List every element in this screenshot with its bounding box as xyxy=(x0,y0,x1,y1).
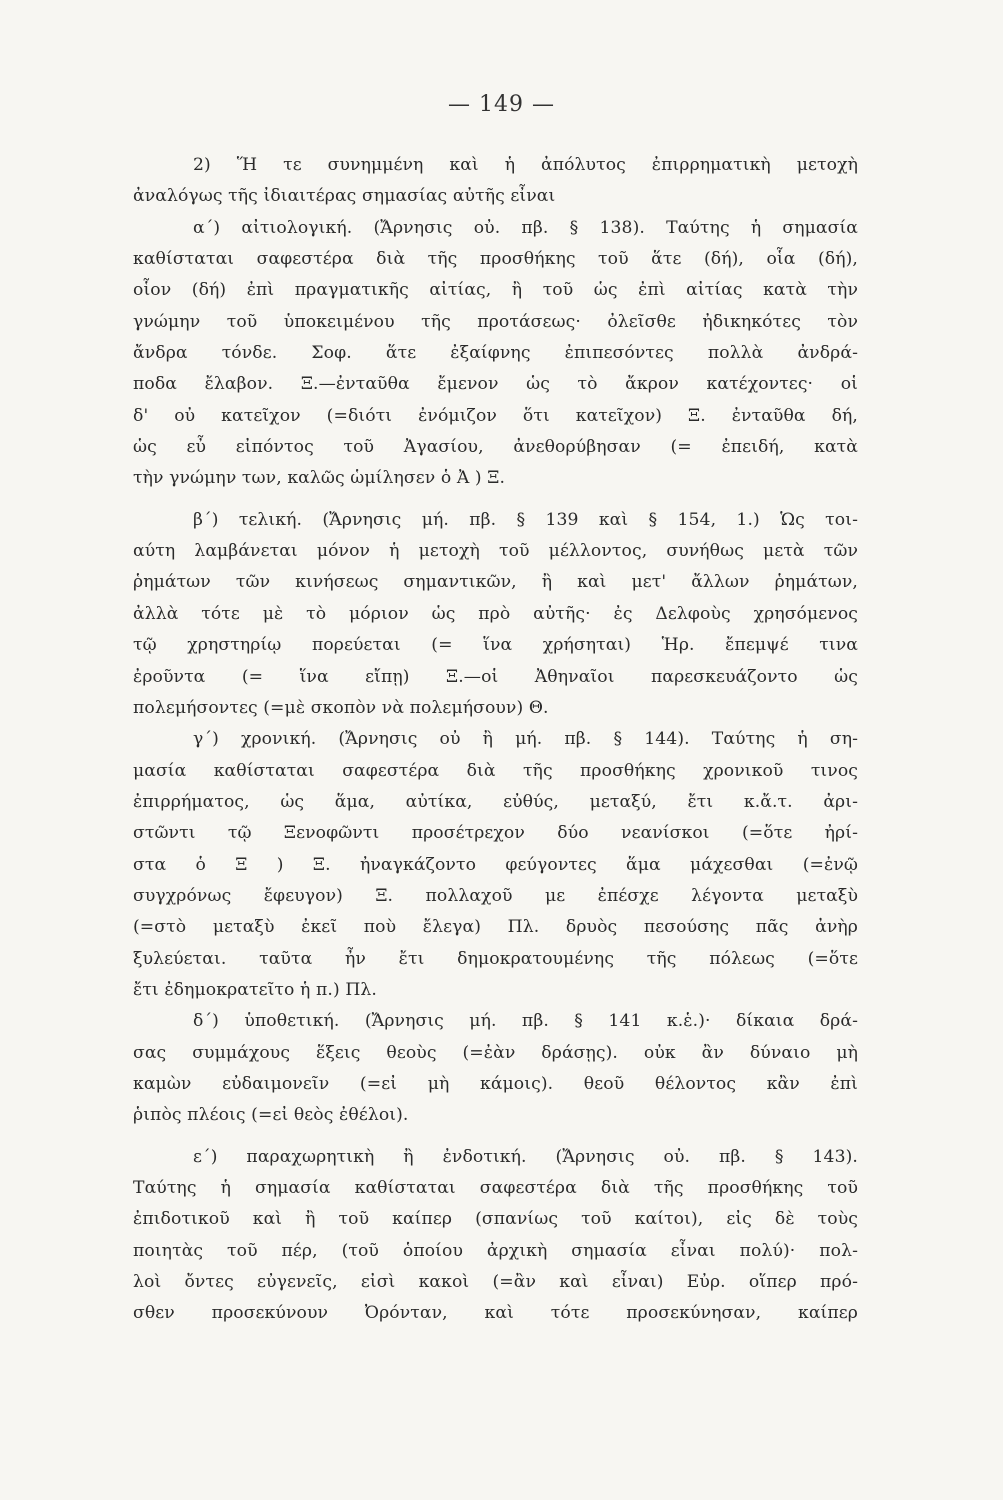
text-line: τῷ χρηστηρίῳ πορεύεται (= ἵνα χρήσηται) Ἡρ. ἔπεμψέ τινα xyxy=(133,635,858,656)
text-line: πολεμήσοντες (=μὲ σκοπὸν νὰ πολεμήσουν) Θ. xyxy=(133,697,549,718)
text-line: ῥιπὸς πλέοις (=εἰ θεὸς ἐθέλοι). xyxy=(133,1105,409,1126)
text-line: λοὶ ὄντες εὐγενεῖς, εἰσὶ κακοὶ (=ἂν καὶ εἶναι) Εὐρ. οἵπερ πρό- xyxy=(133,1272,858,1293)
body-text xyxy=(133,150,858,1330)
text-line: 2) Ἥ τε συνημμένη καὶ ἡ ἀπόλυτος ἐπιρρηματικὴ μετοχὴ xyxy=(193,155,858,175)
text-line: (=στὸ μεταξὺ ἐκεῖ ποὺ ἔλεγα) Πλ. δρυὸς πεσούσης πᾶς ἀνὴρ xyxy=(133,917,858,938)
text-line: ποδα ἔλαβον. Ξ.—ἐνταῦθα ἔμενον ὡς τὸ ἄκρον κατέχοντες· οἱ xyxy=(133,374,858,395)
text-line: αύτη λαμβάνεται μόνον ἡ μετοχὴ τοῦ μέλλοντος, συνήθως μετὰ τῶν xyxy=(133,541,858,562)
text-line: καθίσταται σαφεστέρα διὰ τῆς προσθήκης τοῦ ἅτε (δή), οἷα (δή), xyxy=(133,249,858,270)
text-line: ῥημάτων τῶν κινήσεως σημαντικῶν, ἢ καὶ μετ' ἄλλων ῥημάτων, xyxy=(133,572,858,593)
text-line: Ταύτης ἡ σημασία καθίσταται σαφεστέρα διὰ τῆς προσθήκης τοῦ xyxy=(133,1178,858,1198)
text-line: γνώμην τοῦ ὑποκειμένου τῆς προτάσεως· ὀλεῖσθε ἠδικηκότες τὸν xyxy=(133,311,858,332)
text-line: σας συμμάχους ἕξεις θεοὺς (=ἐὰν δράσῃς). οὐκ ἂν δύναιο μὴ xyxy=(133,1042,858,1063)
text-line: β΄) τελική. (Ἄρνησις μή. πβ. § 139 καὶ § 154, 1.) Ὡς τοι- xyxy=(193,509,858,530)
text-line: ε΄) παραχωρητικὴ ἢ ἐνδοτική. (Ἄρνησις οὐ. πβ. § 143). xyxy=(193,1146,858,1167)
text-line: καμὼν εὐδαιμονεῖν (=εἰ μὴ κάμοις). θεοῦ θέλοντος κἂν ἐπὶ xyxy=(133,1073,858,1094)
text-line: σθεν προσεκύνουν Ὀρόνταν, καὶ τότε προσεκύνησαν, καίπερ xyxy=(133,1303,858,1324)
text-line: ἀναλόγως τῆς ἰδιαιτέρας σημασίας αὐτῆς εἶναι xyxy=(133,186,556,207)
text-line: στα ὁ Ξ ) Ξ. ἠναγκάζοντο φεύγοντες ἅμα μάχεσθαι (=ἐνῷ xyxy=(133,854,858,875)
text-line: οἷον (δή) ἐπὶ πραγματικῆς αἰτίας, ἢ τοῦ ὡς ἐπὶ αἰτίας κατὰ τὴν xyxy=(133,280,858,301)
text-line: ἐπιρρήματος, ὡς ἅμα, αὐτίκα, εὐθύς, μεταξύ, ἔτι κ.ἄ.τ. ἀρι- xyxy=(133,791,858,812)
text-line: ἐροῦντα (= ἵνα εἴπῃ) Ξ.—οἱ Ἀθηναῖοι παρεσκευάζοντο ὡς xyxy=(133,666,858,687)
text-line: μασία καθίσταται σαφεστέρα διὰ τῆς προσθήκης χρονικοῦ τινος xyxy=(133,760,858,781)
text-line: τὴν γνώμην των, καλῶς ὡμίλησεν ὁ Ἀ ) Ξ. xyxy=(133,468,506,489)
text-line: δ΄) ὑποθετική. (Ἄρνησις μή. πβ. § 141 κ.ἑ.)· δίκαια δρά- xyxy=(193,1011,858,1032)
text-line: ἄνδρα τόνδε. Σοφ. ἅτε ἐξαίφνης ἐπιπεσόντες πολλὰ ἀνδρά- xyxy=(133,343,858,364)
text-line: ποιητὰς τοῦ πέρ, (τοῦ ὁποίου ἀρχικὴ σημασία εἶναι πολύ)· πολ- xyxy=(133,1240,858,1261)
page-number: — 149 — xyxy=(448,92,555,117)
text-line: α΄) αἰτιολογική. (Ἄρνησις οὐ. πβ. § 138). Ταύτης ἡ σημασία xyxy=(193,217,858,238)
text-line: συγχρόνως ἔφευγον) Ξ. πολλαχοῦ με ἐπέσχε λέγοντα μεταξὺ xyxy=(133,885,858,906)
text-line: ξυλεύεται. ταῦτα ἦν ἔτι δημοκρατουμένης τῆς πόλεως (=ὅτε xyxy=(133,948,858,969)
text-line: δ' οὐ κατεῖχον (=διότι ἐνόμιζον ὅτι κατεῖχον) Ξ. ἐνταῦθα δή, xyxy=(133,405,858,426)
text-line: γ΄) χρονική. (Ἄρνησις οὐ ἢ μή. πβ. § 144). Ταύτης ἡ ση- xyxy=(193,729,858,750)
text-line: στῶντι τῷ Ξενοφῶντι προσέτρεχον δύο νεανίσκοι (=ὅτε ἠρί- xyxy=(133,823,858,844)
text-line: ἔτι ἐδημοκρατεῖτο ἡ π.) Πλ. xyxy=(133,979,377,1000)
text-line: ἀλλὰ τότε μὲ τὸ μόριον ὡς πρὸ αὐτῆς· ἐς Δελφοὺς χρησόμενος xyxy=(133,603,858,624)
text-line: ὡς εὖ εἰπόντος τοῦ Ἀγασίου, ἀνεθορύβησαν (= ἐπειδή, κατὰ xyxy=(133,437,858,458)
text-line: ἐπιδοτικοῦ καὶ ἢ τοῦ καίπερ (σπανίως τοῦ καίτοι), εἰς δὲ τοὺς xyxy=(133,1209,858,1230)
